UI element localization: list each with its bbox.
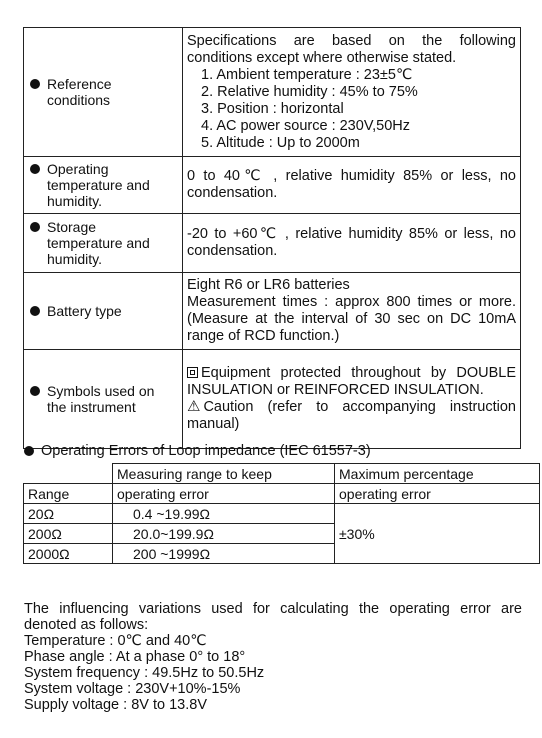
spec-item: 5. Altitude : Up to 2000m bbox=[201, 134, 360, 151]
spec-label: conditions bbox=[47, 92, 111, 108]
spec-row-operating bbox=[24, 157, 521, 214]
spec-item: 4. AC power source : 230V,50Hz bbox=[201, 117, 411, 134]
range-cell: 20Ω bbox=[24, 504, 113, 524]
bullet-icon bbox=[30, 164, 40, 174]
spec-label: the instrument bbox=[47, 399, 136, 415]
spec-label: Battery type bbox=[47, 303, 122, 319]
spec-value: 0 to 40℃ , relative humidity 85% or less, no condensation. bbox=[187, 168, 516, 201]
range-cell: 200Ω bbox=[24, 524, 113, 544]
bullet-icon bbox=[30, 222, 40, 232]
bullet-icon bbox=[30, 386, 40, 396]
measuring-range-cell: 0.4 ~19.99Ω bbox=[113, 504, 335, 524]
column-header: operating error bbox=[335, 484, 540, 504]
table-row bbox=[24, 504, 540, 524]
notes-line: System frequency : 49.5Hz to 50.5Hz bbox=[24, 665, 265, 681]
spec-value: Equipment protected throughout by DOUBLE INSULATION or REINFORCED INSULATION. bbox=[187, 365, 516, 398]
notes-line: System voltage : 230V+10%-15% bbox=[24, 681, 241, 697]
column-header: Maximum percentage bbox=[335, 464, 540, 484]
spec-row-storage bbox=[24, 214, 521, 273]
notes-line: Phase angle : At a phase 0° to 18° bbox=[24, 649, 246, 665]
heading-text: Operating Errors of Loop impedance (IEC 61557-3) bbox=[41, 443, 371, 459]
spec-row-battery bbox=[24, 273, 521, 350]
bullet-icon bbox=[24, 446, 34, 456]
spec-row-symbols bbox=[24, 350, 521, 449]
spec-label: humidity. bbox=[47, 193, 102, 209]
double-insulation-icon bbox=[187, 367, 198, 378]
section-heading bbox=[24, 443, 371, 459]
column-header: Range bbox=[24, 484, 113, 504]
spec-row-reference bbox=[24, 28, 521, 157]
measuring-range-cell: 20.0~199.9Ω bbox=[113, 524, 335, 544]
influencing-variations-notes bbox=[24, 601, 522, 713]
caution-icon: ⚠ bbox=[187, 398, 201, 415]
spec-item: 1. Ambient temperature : 23±5℃ bbox=[201, 66, 413, 83]
spec-value: Eight R6 or LR6 batteries bbox=[187, 277, 350, 293]
notes-intro: The influencing variations used for calculating the operating error are denoted as follows: bbox=[24, 601, 522, 633]
spec-value: -20 to +60℃ , relative humidity 85% or less, no condensation. bbox=[187, 226, 516, 259]
table-header-row bbox=[24, 464, 540, 484]
measuring-range-cell: 200 ~1999Ω bbox=[113, 544, 335, 564]
spec-label: Symbols used on bbox=[47, 383, 155, 399]
spec-label: Operating bbox=[47, 161, 109, 177]
spec-value: Caution (refer to accompanying instruction manual) bbox=[187, 399, 516, 432]
spec-label: temperature and bbox=[47, 177, 150, 193]
spec-label: humidity. bbox=[47, 251, 102, 267]
spec-label: Reference bbox=[47, 76, 112, 92]
spec-item: 3. Position : horizontal bbox=[201, 100, 344, 117]
spec-item: 2. Relative humidity : 45% to 75% bbox=[201, 83, 418, 100]
spec-label: temperature and bbox=[47, 235, 150, 251]
operating-errors-table bbox=[23, 463, 540, 564]
bullet-icon bbox=[30, 79, 40, 89]
column-header: Measuring range to keep bbox=[113, 464, 335, 484]
bullet-icon bbox=[30, 306, 40, 316]
table-header-row bbox=[24, 484, 540, 504]
spec-label: Storage bbox=[47, 219, 97, 235]
max-error-cell: ±30% bbox=[335, 504, 540, 564]
column-header: operating error bbox=[113, 484, 335, 504]
notes-line: Supply voltage : 8V to 13.8V bbox=[24, 697, 207, 713]
spec-value: Measurement times : approx 800 times or more. (Measure at the interval of 30 sec on DC 10mA range of RCD function.) bbox=[187, 294, 516, 344]
spec-intro: Specifications are based on the following conditions except where otherwise stated. bbox=[187, 32, 516, 66]
notes-line: Temperature : 0℃ and 40℃ bbox=[24, 633, 207, 649]
specifications-table bbox=[23, 27, 521, 449]
range-cell: 2000Ω bbox=[24, 544, 113, 564]
